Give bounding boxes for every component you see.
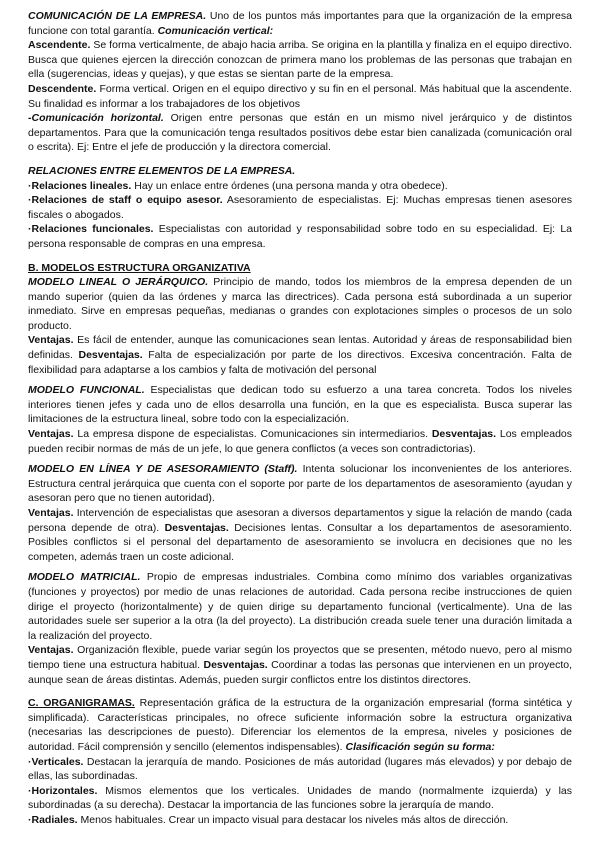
ascendente-paragraph xyxy=(28,38,572,82)
radiales-label: ·Radiales. xyxy=(28,813,78,826)
modelos-title-paragraph xyxy=(28,261,572,276)
spacer xyxy=(28,687,572,696)
modelo-lineal-title: MODELO LINEAL O JERÁRQUICO. xyxy=(28,276,209,289)
organigramas-title: C. ORGANIGRAMAS. xyxy=(28,697,135,710)
clasificacion-title: Clasificación según su forma: xyxy=(345,740,495,753)
comunicacion-vertical-title: Comunicación vertical: xyxy=(157,24,274,37)
modelo-staff-title: MODELO EN LÍNEA Y DE ASESORAMIENTO (Staff). xyxy=(28,463,298,476)
relaciones-staff-label: ·Relaciones de staff o equipo asesor. xyxy=(28,194,223,207)
ascendente-label: Ascendente. xyxy=(28,39,91,52)
horizontal-label: -Comunicación horizontal. xyxy=(28,112,164,125)
matricial-ventajas-text: Organización flexible, puede variar según los proyectos que se presenten, método nuevo, pero al mismo tiempo tiene una estructura habitual. xyxy=(28,644,572,671)
relaciones-funcionales-label: ·Relaciones funcionales. xyxy=(28,223,154,236)
modelo-matricial-text: Propio de empresas industriales. Combina como mínimo dos variables organizativas (funciones y proyectos) por medio de unas relaciones de autoridad. Cada persona recibe instrucciones de quien dirige el proyecto (horizontalmente) y de quien dirige su departamento funcional (verticalmente). Una de las autoridades suele ser superior a la otra (la del proyecto). La distribución creada suele tener una duración limitada a la realización del proyecto. xyxy=(28,571,572,642)
modelo-funcional-ventajas-paragraph xyxy=(28,427,572,456)
organigramas-text: Representación gráfica de la estructura de la organización empresarial (forma sintética y simplificada). Características principales, no ofrece suficiente información sobre la estructura organizativa (necesarias las descripciones de puesto). Diferenciar los elementos de la empresa, niveles y posiciones de autoridad. Fácil comprensión y sencillo (elementos indispensables). xyxy=(28,697,572,753)
staff-desventajas-text: Decisiones lentas. Consultar a los departamentos de asesoramiento. Posibles conflictos si el personal del departamento de asesoramiento se involucra en decisiones que no les competen, además traen un coste adicional. xyxy=(28,521,572,563)
staff-ventajas-text: Intervención de especialistas que asesoran a diversos departamentos y sigue la relación de mando (cada persona depende de otra). xyxy=(28,507,572,534)
descendente-paragraph xyxy=(28,82,572,111)
lineal-desventajas-label: Desventajas. xyxy=(78,349,143,362)
verticales-paragraph xyxy=(28,755,572,784)
descendente-text: Forma vertical. Origen en el equipo directivo y su fin en el personal. Más habitual que la ascendente. Su finalidad es informar a los trabajadores de los objetivos xyxy=(28,82,572,110)
relaciones-funcionales-paragraph xyxy=(28,222,572,251)
modelo-funcional-title: MODELO FUNCIONAL. xyxy=(28,384,145,397)
modelo-lineal-ventajas-paragraph xyxy=(28,333,572,377)
modelo-matricial-paragraph xyxy=(28,570,572,643)
matricial-ventajas-label: Ventajas. xyxy=(28,644,74,657)
lineal-ventajas-text: Es fácil de entender, aunque las comunicaciones sean lentas. Autoridad y áreas de responsabilidad bien definidas. xyxy=(28,334,572,362)
modelo-matricial-title: MODELO MATRICIAL. xyxy=(28,571,141,584)
verticales-text: Destacan la jerarquía de mando. Posiciones de más autoridad (lugares más elevados) y por debajo de ellas, las subordinadas. xyxy=(28,755,572,783)
modelo-matricial-ventajas-paragraph xyxy=(28,643,572,687)
horizontales-text: Mismos elementos que los verticales. Unidades de mando (normalmente izquierda) y las subordinadas (a su derecha). Destacar la importancia de las funciones sobre la jerarquía de mando. xyxy=(28,784,572,812)
comunicacion-intro-paragraph xyxy=(28,9,572,38)
modelo-staff-ventajas-paragraph xyxy=(28,506,572,564)
horizontal-text: Origen entre personas que están en un mismo nivel jerárquico y de distintos departamentos. Para que la comunicación tenga resultados positivos debe estar bien canalizada (comunicación oral o escrita). Ej: Entre el jefe de producción y la directora comercial. xyxy=(28,112,572,154)
relaciones-lineales-label: ·Relaciones lineales. xyxy=(28,179,132,192)
relaciones-lineales-text: Hay un enlace entre órdenes (una persona manda y otra obedece). xyxy=(131,179,448,192)
comunicacion-title: COMUNICACIÓN DE LA EMPRESA. xyxy=(28,10,207,22)
ascendente-text: Se forma verticalmente, de abajo hacia arriba. Se origina en la plantilla y finaliza en el equipo directivo. Busca que quienes ejercen la dirección conozcan de primera mano los problemas de las personas que trabajan en ella (sugerencias, ideas y quejas), y que estas se sientan parte de la empresa. xyxy=(28,39,572,81)
modelo-lineal-paragraph xyxy=(28,275,572,333)
modelo-staff-paragraph xyxy=(28,462,572,506)
horizontal-paragraph xyxy=(28,111,572,155)
modelo-staff-text: Intenta solucionar los inconvenientes de los anteriores. Estructura central jerárquica que cuenta con el soporte por parte de los departamentos de asesoramiento (ayudan y asesoran pero que no tienen autoridad). xyxy=(28,463,572,505)
comunicacion-intro-text: Uno de los puntos más importantes para que la organización de la empresa funcione con total garantía. xyxy=(28,10,572,37)
horizontales-label: ·Horizontales. xyxy=(28,784,98,797)
relaciones-title-paragraph xyxy=(28,164,572,179)
matricial-desventajas-text: Coordinar a todas las personas que intervienen en un proyecto, aunque sean de áreas distintas. Además, pueden surgir conflictos entre los distintos directores. xyxy=(28,658,573,686)
modelo-lineal-text: Principio de mando, todos los miembros de la empresa dependen de un mando superior (quien da las órdenes y marca las directrices). Cada persona está subordinada a un superior inmediato. Sirve en empresas pequeñas, medianas o grandes con explotaciones simples o procesos de un solo producto. xyxy=(28,276,572,332)
radiales-paragraph xyxy=(28,813,572,828)
lineal-ventajas-label: Ventajas. xyxy=(28,334,74,347)
relaciones-title: RELACIONES ENTRE ELEMENTOS DE LA EMPRESA. xyxy=(28,164,296,177)
staff-ventajas-label: Ventajas. xyxy=(28,507,74,519)
spacer xyxy=(28,252,572,261)
relaciones-lineales-paragraph xyxy=(28,179,572,194)
spacer xyxy=(28,155,572,164)
funcional-desventajas-text: Los empleados pueden recibir normas de más de un jefe, lo que genera conflictos (a veces son contradictorias). xyxy=(28,428,572,455)
descendente-label: Descendente. xyxy=(28,82,97,95)
matricial-desventajas-label: Desventajas. xyxy=(203,658,268,671)
funcional-ventajas-text: La empresa dispone de especialistas. Comunicaciones sin intermediarios. xyxy=(73,428,432,441)
staff-desventajas-label: Desventajas. xyxy=(164,521,229,534)
modelos-title: B. MODELOS ESTRUCTURA ORGANIZATIVA xyxy=(28,261,251,274)
relaciones-funcionales-text: Especialistas con autoridad y responsabilidad sobre todo en su especialidad. Ej: La persona responsable de compras en una empresa. xyxy=(28,223,573,250)
funcional-desventajas-label: Desventajas. xyxy=(431,428,497,441)
relaciones-staff-text: Asesoramiento de especialistas. Ej: Muchas empresas tienen asesores fiscales o abogados. xyxy=(28,194,572,221)
modelo-funcional-text: Especialistas que dedican todo su esfuerzo a una tarea concreta. Todos los niveles interiores tienen jefes y cada uno de ellos desarrolla una función, en la que es especialista. Busca superar las limitaciones de la estructura lineal, sobre todo con la especialización. xyxy=(28,384,572,426)
organigramas-paragraph xyxy=(28,696,572,754)
radiales-text: Menos habituales. Crear un impacto visual para destacar los niveles más altos de dirección. xyxy=(77,813,509,826)
funcional-ventajas-label: Ventajas. xyxy=(28,428,74,441)
relaciones-staff-paragraph xyxy=(28,193,572,222)
horizontales-paragraph xyxy=(28,784,572,813)
lineal-desventajas-text: Falta de especialización por parte de los directivos. Excesiva concentración. Falta de flexibilidad para adaptarse a los cambios y falta de motivación del personal xyxy=(28,349,572,376)
verticales-label: ·Verticales. xyxy=(28,755,84,768)
modelo-funcional-paragraph xyxy=(28,383,572,427)
